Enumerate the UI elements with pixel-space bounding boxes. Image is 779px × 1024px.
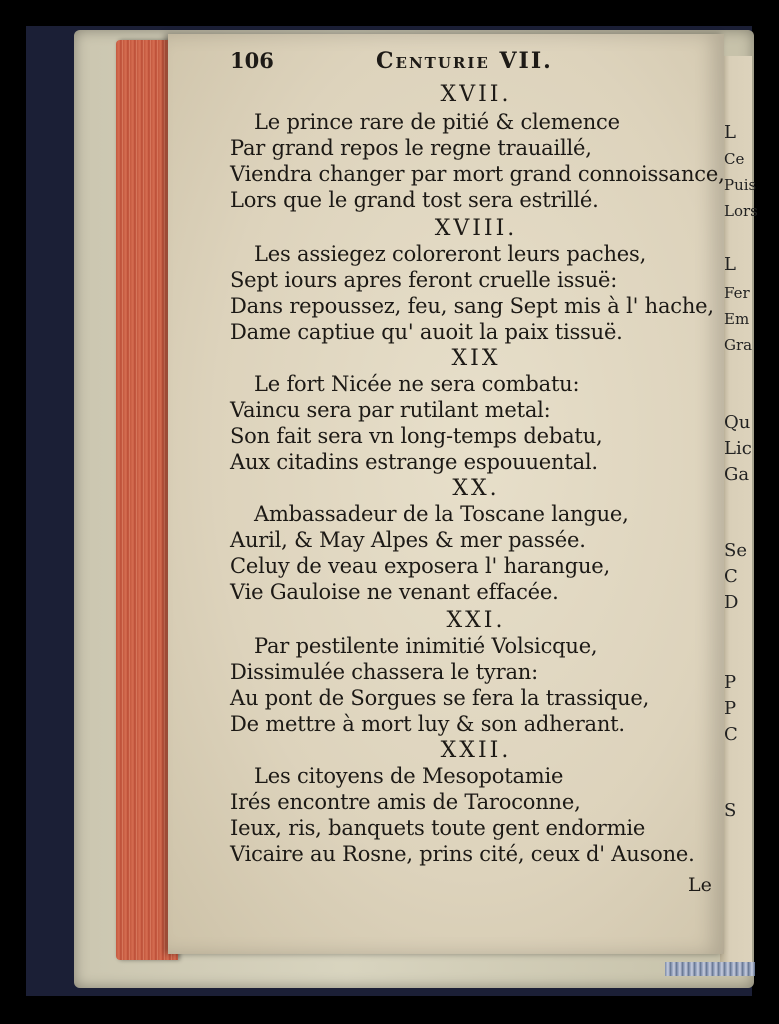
facing-fragment: Qu (724, 412, 751, 433)
verse-line: Lors que le grand tost sera estrillé. (230, 188, 599, 212)
bookmark-ribbon (665, 962, 755, 976)
facing-fragment: D (724, 592, 739, 613)
facing-fragment: P (724, 698, 737, 719)
facing-fragment: C (724, 566, 738, 587)
facing-fragment: Fer (724, 284, 750, 302)
verse-line: Viendra changer par mort grand connoissance, (230, 162, 725, 186)
verse-line: Sept iours apres feront cruelle issuë: (230, 268, 618, 292)
verse-line: Son fait sera vn long-temps debatu, (230, 424, 603, 448)
facing-fragment: Em (724, 310, 750, 328)
verse-line: Au pont de Sorgues se fera la trassique, (230, 686, 650, 710)
verse-line: Ieux, ris, banquets toute gent endormie (230, 816, 646, 840)
verse-line: Les citoyens de Mesopotamie (254, 764, 564, 788)
book-page (168, 34, 724, 954)
page-number: 106 (230, 48, 274, 73)
verse-line: Aux citadins estrange espouuental. (230, 450, 598, 474)
facing-fragment: P (724, 672, 737, 693)
verse-line: Vie Gauloise ne venant effacée. (230, 580, 559, 604)
running-head: Centurie VII. (376, 48, 553, 74)
verse-line: Vaincu sera par rutilant metal: (230, 398, 551, 422)
verse-line: Dame captiue qu' auoit la paix tissuë. (230, 320, 623, 344)
facing-fragment: Lic (724, 438, 752, 459)
facing-fragment: Se (724, 540, 747, 561)
facing-fragment: L (724, 122, 736, 143)
verse-line: Auril, & May Alpes & mer passée. (230, 528, 586, 552)
verse-line: De mettre à mort luy & son adherant. (230, 712, 625, 736)
stanza-numeral: XVII. (440, 82, 512, 107)
catchword: Le (688, 874, 712, 896)
facing-fragment: Gra (724, 336, 753, 354)
stanza-numeral: XVIII. (434, 216, 518, 241)
verse-line: Les assiegez coloreront leurs paches, (254, 242, 647, 266)
verse-line: Le prince rare de pitié & clemence (254, 110, 620, 134)
verse-line: Dans repoussez, feu, sang Sept mis à l' hache, (230, 294, 714, 318)
facing-fragment: Ce (724, 150, 745, 168)
stanza-numeral: XIX (451, 346, 501, 371)
facing-page-edge (720, 56, 758, 966)
verse-line: Vicaire au Rosne, prins cité, ceux d' Ausone. (230, 842, 695, 866)
facing-fragment: C (724, 724, 738, 745)
verse-line: Par grand repos le regne trauaillé, (230, 136, 592, 160)
facing-fragment: L (724, 254, 736, 275)
facing-fragment: Puis (724, 176, 757, 194)
facing-fragment: Ga (724, 464, 750, 485)
verse-line: Irés encontre amis de Taroconne, (230, 790, 581, 814)
verse-line: Ambassadeur de la Toscane langue, (254, 502, 629, 526)
stanza-numeral: XXI. (446, 608, 506, 633)
stanza-numeral: XXII. (440, 738, 512, 763)
verse-line: Dissimulée chassera le tyran: (230, 660, 539, 684)
verse-line: Celuy de veau exposera l' harangue, (230, 554, 610, 578)
facing-fragment: Lors (724, 202, 758, 220)
facing-fragment: S (724, 800, 737, 821)
verse-line: Par pestilente inimitié Volsicque, (254, 634, 598, 658)
verse-line: Le fort Nicée ne sera combatu: (254, 372, 580, 396)
stanza-numeral: XX. (452, 476, 500, 501)
